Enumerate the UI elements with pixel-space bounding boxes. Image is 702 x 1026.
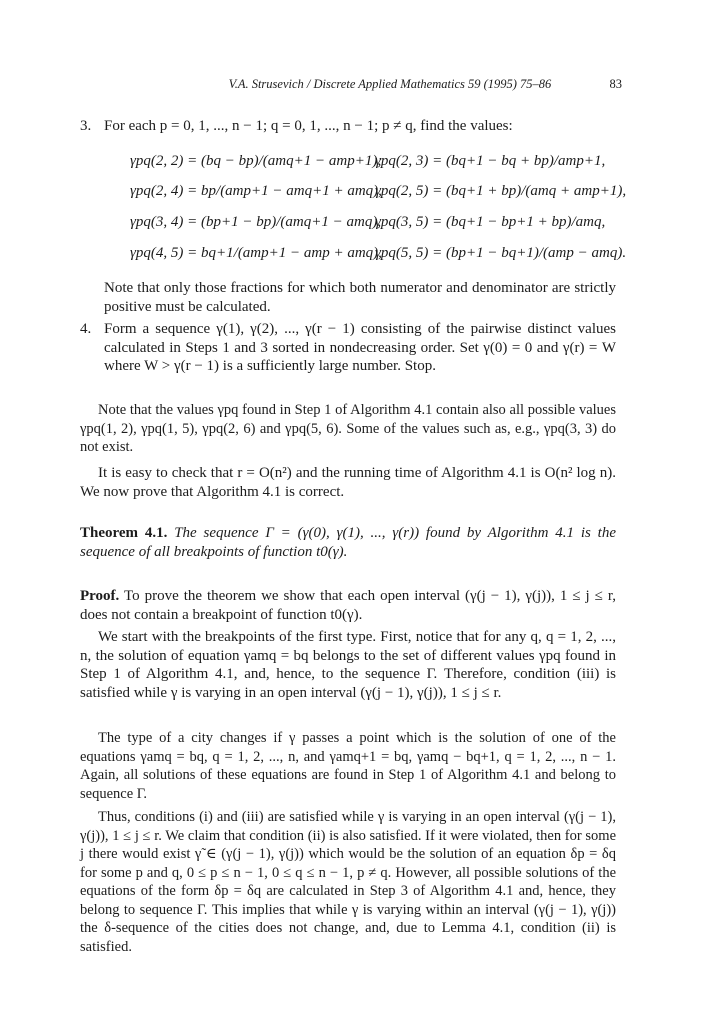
equation: γpq(2, 3) = (bq+1 − bq + bp)/amp+1, xyxy=(375,153,606,169)
step-4 xyxy=(80,320,616,378)
theorem-statement: The sequence Γ = (γ(0), γ(1), ..., γ(r)) found by Algorithm 4.1 is the sequence of all breakpoints of function t0(γ). xyxy=(80,525,617,560)
equation: γpq(2, 4) = bp/(amp+1 − amq+1 + amq), xyxy=(130,183,382,199)
paragraph-running-time: It is easy to check that r = O(n²) and the running time of Algorithm 4.1 is O(n² log n). We now prove that Algorithm 4.1 is correct. xyxy=(80,465,616,500)
proof-text: To prove the theorem we show that each open interval (γ(j − 1), γ(j)), 1 ≤ j ≤ r, does not contain a breakpoint of function t0(γ). xyxy=(80,588,616,623)
proof-label: Proof. xyxy=(80,588,120,604)
step-3 xyxy=(80,117,632,137)
theorem xyxy=(80,524,616,561)
step-number: 3. xyxy=(80,118,92,134)
running-head: V.A. Strusevich / Discrete Applied Mathematics 59 (1995) 75–86 xyxy=(228,77,552,91)
step-number: 4. xyxy=(80,321,92,337)
step-text: Form a sequence γ(1), γ(2), ..., γ(r − 1) consisting of the pairwise distinct values calculated in Steps 1 and 3 sorted in nondecreasing order. Set γ(0) = 0 and γ(r) = W where W > γ(r − 1) is a sufficiently large number. Stop. xyxy=(104,321,616,374)
page-number: 83 xyxy=(609,77,622,91)
equation: γpq(4, 5) = bq+1/(amp+1 − amp + amq), xyxy=(130,245,382,261)
proof-paragraph: The type of a city changes if γ passes a point which is the solution of one of the equations γamq = bq, q = 1, 2, ..., n, and γamq+1 = bq, γamq − bq+1, q = 1, 2, ..., n − 1. Again, all solutions of these equations are found in Step 1 of Algorithm 4.1 and belong to sequence Γ. xyxy=(80,730,616,802)
equation: γpq(2, 5) = (bq+1 + bp)/(amq + amp+1), xyxy=(375,183,627,199)
paragraph-note-values: Note that the values γpq found in Step 1 of Algorithm 4.1 contain also all possible values γpq(1, 2), γpq(1, 5), γpq(2, 6) and γpq(5, 6). Some of the values such as, e.g., γpq(3, 3) do not exist. xyxy=(80,402,616,455)
equation: γpq(5, 5) = (bp+1 − bq+1)/(amp − amq). xyxy=(375,245,627,261)
step-text: For each p = 0, 1, ..., n − 1; q = 0, 1, ..., n − 1; p ≠ q, find the values: xyxy=(104,118,513,134)
equation: γpq(2, 2) = (bq − bp)/(amq+1 − amp+1); xyxy=(130,153,383,169)
step-3-note: Note that only those fractions for which both numerator and denominator are strictly positive must be calculated. xyxy=(104,280,616,315)
proof-paragraph: We start with the breakpoints of the first type. First, notice that for any q, q = 1, 2, ..., n, the solution of equation γamq = bq belongs to the set of different values γpq found in Step 1 of Algorithm 4.1, and, hence, to the sequence Γ. Therefore, condition (iii) is satisfied while γ is varying in an open interval (γ(j − 1), γ(j)), 1 ≤ j ≤ r. xyxy=(80,629,616,701)
page-header xyxy=(90,77,622,97)
proof-intro xyxy=(80,587,616,624)
equation: γpq(3, 5) = (bq+1 − bp+1 + bp)/amq, xyxy=(375,214,606,230)
proof-paragraph: Thus, conditions (i) and (iii) are satisfied while γ is varying in an open interval (γ(j − 1), γ(j)), 1 ≤ j ≤ r. We claim that condition (ii) is also satisfied. If it were violated, then for some j there would exist γ̃ ∈ (γ(j − 1), γ(j)) which would be the solution of an equation δp = δq for some p and q, 0 ≤ p ≤ n − 1, 0 ≤ q ≤ n − 1, p ≠ q. However, all possible solutions of the equations of the form δp = δq are calculated in Step 3 of Algorithm 4.1 and, hence, they belong to sequence Γ. This implies that while γ is varying within an interval (γ(j − 1), γ(j)) the δ-sequence of the cities does not change, and, due to Lemma 4.1, condition (ii) is satisfied. xyxy=(80,809,616,955)
theorem-label: Theorem 4.1. xyxy=(80,525,168,541)
equation: γpq(3, 4) = (bp+1 − bp)/(amq+1 − amq), xyxy=(130,214,382,230)
